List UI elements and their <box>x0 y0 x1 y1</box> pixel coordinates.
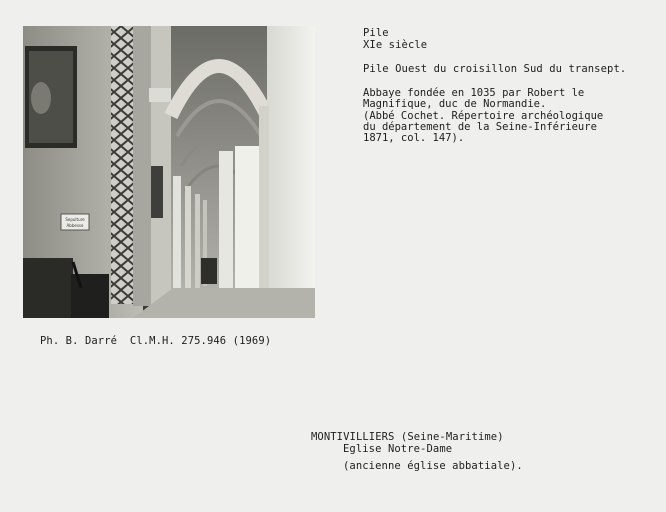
note-line: Magnifique, duc de Normandie. <box>363 98 547 111</box>
note-line: du département de la Seine-Inférieure <box>363 120 597 133</box>
description-label: Pile Ouest du croisillon Sud du transept. <box>363 63 627 75</box>
location-former: (ancienne église abbatiale). <box>343 460 523 472</box>
note-line: (Abbé Cochet. Répertoire archéologique <box>363 109 604 122</box>
location-town: MONTIVILLIERS (Seine-Maritime) <box>311 431 504 443</box>
photo-sign-line2: Abbesse <box>66 223 84 228</box>
location-building: Eglise Notre-Dame <box>343 443 453 455</box>
church-interior-photo <box>23 26 315 318</box>
photo-sign-line1: Sepulture <box>65 217 85 222</box>
century-label: XIe siècle <box>363 39 428 51</box>
note-line: Abbaye fondée en 1035 par Robert le <box>363 87 585 99</box>
historical-note <box>363 88 603 144</box>
photo-credit: Ph. B. Darré Cl.M.H. 275.946 (1969) <box>40 335 272 347</box>
subject-label: Pile <box>363 27 389 39</box>
note-line: 1871, col. 147). <box>363 132 465 145</box>
